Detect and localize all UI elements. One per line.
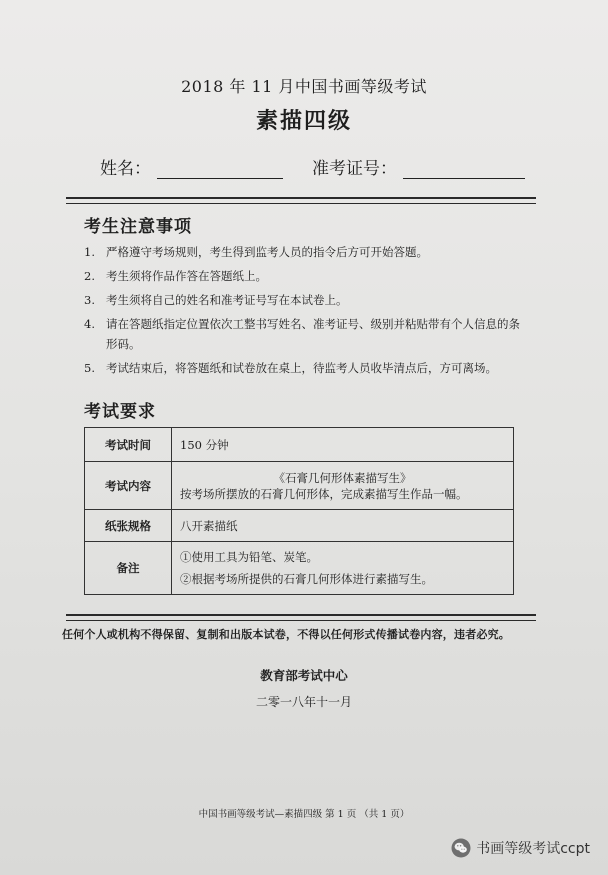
table-key-cell: 备注 bbox=[85, 542, 172, 595]
note-number: 4. bbox=[84, 317, 95, 331]
requirements-heading: 考试要求 bbox=[84, 402, 156, 422]
note-number: 3. bbox=[84, 293, 95, 307]
bottom-divider-thick bbox=[66, 614, 536, 616]
note-number: 5. bbox=[84, 361, 95, 375]
note-text: 考试结束后，将答题纸和试卷放在桌上，待监考人员收毕清点后，方可离场。 bbox=[106, 361, 497, 375]
note-number: 2. bbox=[84, 269, 95, 283]
exam-title: 2018 年 11 月中国书画等级考试 bbox=[181, 77, 427, 96]
name-label: 姓名： bbox=[100, 159, 151, 179]
list-item bbox=[84, 242, 524, 262]
table-row bbox=[85, 428, 514, 462]
exam-id-blank-line bbox=[403, 160, 525, 179]
watermark-text: 书画等级考试ccpt bbox=[476, 841, 590, 857]
exam-id-label: 准考证号： bbox=[312, 159, 397, 179]
table-row bbox=[85, 462, 514, 510]
content-title: 《石膏几何形体素描写生》 bbox=[273, 470, 412, 485]
name-field bbox=[100, 154, 283, 179]
name-blank-line bbox=[157, 160, 283, 179]
remark-line: ①使用工具为铅笔、炭笔。 bbox=[180, 550, 318, 564]
top-divider-thin bbox=[66, 203, 536, 204]
note-text: 请在答题纸指定位置依次工整书写姓名、准考证号、级别并粘贴带有个人信息的条形码。 bbox=[106, 317, 520, 351]
table-value-cell bbox=[172, 462, 514, 510]
page-footer: 中国书画等级考试—素描四级 第 1 页 （共 1 页） bbox=[198, 809, 410, 820]
table-value-cell: 八开素描纸 bbox=[172, 510, 514, 542]
requirements-table bbox=[84, 427, 514, 595]
note-number: 1. bbox=[84, 245, 95, 259]
wechat-icon bbox=[451, 838, 471, 858]
list-item bbox=[84, 358, 524, 378]
table-key-cell: 考试时间 bbox=[85, 428, 172, 462]
notes-heading: 考生注意事项 bbox=[84, 217, 192, 237]
issue-date: 二零一八年十一月 bbox=[255, 695, 352, 709]
copyright-warning: 任何个人或机构不得保留、复制和出版本试卷，不得以任何形式传播试卷内容，违者必究。 bbox=[62, 628, 510, 641]
notes-list bbox=[84, 242, 524, 382]
exam-id-field bbox=[312, 154, 525, 179]
content-desc: 按考场所摆放的石膏几何形体，完成素描写生作品一幅。 bbox=[180, 486, 468, 501]
bottom-divider-thin bbox=[66, 620, 536, 621]
issuer: 教育部考试中心 bbox=[260, 668, 348, 683]
table-value-cell bbox=[172, 542, 514, 595]
list-item bbox=[84, 266, 524, 286]
table-value-cell: 150 分钟 bbox=[172, 428, 514, 462]
list-item bbox=[84, 314, 524, 354]
table-key-cell: 考试内容 bbox=[85, 462, 172, 510]
table-key-cell: 纸张规格 bbox=[85, 510, 172, 542]
table-row bbox=[85, 542, 514, 595]
watermark bbox=[451, 838, 590, 858]
list-item bbox=[84, 290, 524, 310]
exam-subtitle: 素描四级 bbox=[255, 108, 352, 134]
note-text: 考生须将自己的姓名和准考证号写在本试卷上。 bbox=[106, 293, 348, 307]
table-row bbox=[85, 510, 514, 542]
note-text: 考生须将作品作答在答题纸上。 bbox=[106, 269, 267, 283]
top-divider-thick bbox=[66, 197, 536, 199]
remark-line: ②根据考场所提供的石膏几何形体进行素描写生。 bbox=[180, 572, 433, 586]
note-text: 严格遵守考场规则，考生得到监考人员的指令后方可开始答题。 bbox=[106, 245, 428, 259]
